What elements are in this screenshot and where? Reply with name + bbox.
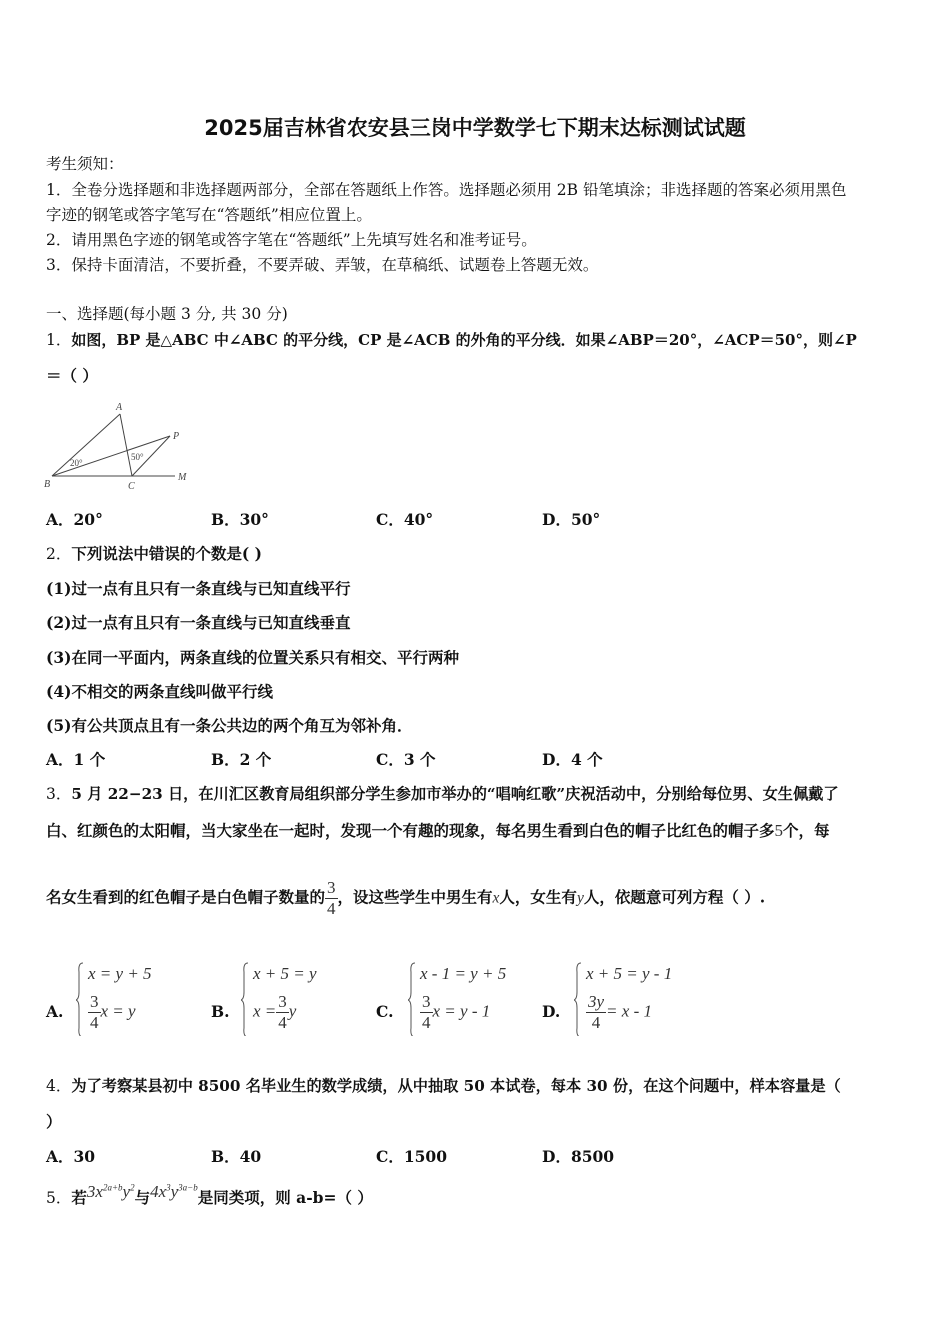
fraction [276, 992, 289, 1033]
exponent: 3 [166, 1182, 171, 1193]
question-text: 下列说法中错误的个数是( ) [71, 544, 262, 563]
equation-1: x + 5 = y - 1 [586, 964, 673, 983]
question-number: 3． [46, 785, 72, 803]
equation-2 [420, 992, 490, 1033]
equation-1: x = y + 5 [88, 964, 152, 983]
q3-option-a-label[interactable]: A. [46, 1002, 64, 1021]
numerator: 3 [278, 992, 287, 1011]
q3-option-b-label[interactable]: B. [211, 1002, 230, 1021]
text-segment: ，设这些学生中男生有 [337, 887, 493, 907]
question-3-line-3 [46, 878, 765, 919]
text-segment: 名女生看到的红色帽子是白色帽子数量的 [46, 887, 326, 907]
question-4-tail: ） [46, 1112, 62, 1131]
number-five: 5 [774, 821, 784, 840]
line-ac [120, 414, 132, 476]
label-c: C [128, 481, 135, 492]
question-5 [46, 1182, 373, 1208]
denominator: 4 [90, 1013, 99, 1032]
text-segment: 是同类项，则 a-b=（ ） [197, 1188, 373, 1207]
q2-option-b[interactable]: B．2 个 [211, 750, 272, 769]
equation-2 [88, 992, 136, 1033]
q3-option-c-label[interactable]: C. [376, 1002, 394, 1021]
brace-icon [241, 962, 249, 1036]
question-2 [46, 542, 262, 564]
fraction [88, 992, 101, 1033]
q4-option-a[interactable]: A．30 [46, 1147, 96, 1166]
question-1-tail: ＝（ ） [46, 366, 98, 385]
triangle-figure [40, 398, 200, 493]
angle-label-50: 50° [131, 452, 144, 462]
q1-option-c[interactable]: C．40° [376, 510, 434, 529]
label-a: A [116, 402, 123, 413]
fraction [586, 992, 606, 1033]
exponent: 2a+b [102, 1182, 123, 1193]
numerator: 3 [327, 878, 336, 897]
label-p: P [173, 431, 180, 442]
notice-item-3: 3．保持卡面清洁，不要折叠，不要弄破、弄皱，在草稿纸、试题卷上答题无效。 [46, 256, 599, 274]
question-number: 1． [46, 331, 72, 349]
question-text: 为了考察某县初中 8500 名毕业生的数学成绩，从中抽取 50 本试卷，每本 30 份，在这个问题中，样本容量是（ [71, 1077, 841, 1095]
angle-label-20: 20° [70, 458, 83, 468]
q3-option-c-system[interactable] [408, 962, 538, 1040]
denominator: 4 [591, 1013, 601, 1032]
term-base: 3x [86, 1182, 103, 1201]
section-heading: 一、选择题(每小题 3 分, 共 30 分) [46, 305, 288, 323]
q1-option-b[interactable]: B．30° [211, 510, 269, 529]
q1-option-d[interactable]: D．50° [542, 510, 601, 529]
text-segment: 人，女生有 [499, 887, 577, 907]
term-1 [87, 1182, 135, 1201]
statement-5: (5)有公共顶点且有一条公共边的两个角互为邻补角． [46, 716, 413, 735]
question-text: 5 月 22−23 日，在川汇区教育局组织部分学生参加市举办的“唱响红歌”庆祝活动中，分别给每位男、女生佩戴了 [71, 785, 839, 803]
term-2 [150, 1182, 198, 1201]
q4-option-b[interactable]: B．40 [211, 1147, 262, 1166]
statement-4: (4)不相交的两条直线叫做平行线 [46, 682, 273, 701]
q3-option-b-system[interactable] [241, 962, 361, 1040]
brace-icon [574, 962, 582, 1036]
exponent: 2 [130, 1182, 135, 1193]
label-b: B [44, 479, 51, 490]
q4-option-c[interactable]: C．1500 [376, 1147, 447, 1166]
equation-1: x + 5 = y [253, 964, 317, 983]
brace-icon [76, 962, 84, 1036]
variable-y: y [576, 889, 584, 907]
question-number: 2． [46, 545, 72, 563]
numerator: 3y [588, 992, 605, 1011]
equation-1: x - 1 = y + 5 [420, 964, 507, 983]
equation-rest: = x - 1 [606, 1001, 652, 1021]
fraction [420, 992, 433, 1033]
q1-option-a[interactable]: A．20° [46, 510, 103, 529]
fraction-three-quarters [325, 878, 338, 919]
denominator: 4 [422, 1013, 431, 1032]
statement-2: (2)过一点有且只有一条直线与已知直线垂直 [46, 613, 351, 632]
text-segment: 白、红颜色的太阳帽，当大家坐在一起时，发现一个有趣的现象，每名男生看到白色的帽子比红色的帽子多 [46, 821, 775, 840]
text-segment: 与 [134, 1188, 151, 1207]
equation-rest: x = y - 1 [432, 1001, 491, 1021]
q2-option-c[interactable]: C．3 个 [376, 750, 436, 769]
notice-heading: 考生须知： [46, 155, 124, 173]
q4-option-d[interactable]: D．8500 [542, 1147, 615, 1166]
notice-item-1b: 字迹的钢笔或答字笔写在“答题纸”相应位置上。 [46, 206, 372, 224]
notice-item-2: 2．请用黑色字迹的钢笔或答字笔在“答题纸”上先填写姓名和准考证号。 [46, 231, 537, 249]
page-title: 2025届吉林省农安县三岗中学数学七下期末达标测试试题 [204, 116, 746, 140]
notice-item-1a: 1．全卷分选择题和非选择题两部分，全部在答题纸上作答。选择题必须用 2B 铅笔填涂；非选择题的答案必须用黑色 [46, 181, 847, 199]
question-4 [46, 1074, 841, 1096]
equation-rest: y [288, 1001, 297, 1021]
question-1 [46, 328, 857, 350]
q3-option-a-system[interactable] [76, 962, 196, 1040]
question-text: 如图，BP 是△ABC 中∠ABC 的平分线，CP 是∠ACB 的外角的平分线．如果∠ABP＝20°，∠ACP＝50°，则∠P [71, 331, 857, 349]
term-y: y [122, 1182, 131, 1201]
variable-x: x [492, 889, 500, 907]
term-base: 4x [150, 1182, 167, 1201]
question-3 [46, 782, 839, 804]
line-ba [52, 414, 120, 476]
line-bp [52, 436, 170, 476]
question-3-line-2 [46, 819, 830, 841]
q3-option-d-label[interactable]: D. [542, 1002, 561, 1021]
text-segment: 个，每 [783, 821, 830, 840]
equation-rest: x = y [100, 1001, 136, 1021]
q2-option-a[interactable]: A．1 个 [46, 750, 106, 769]
denominator: 4 [278, 1013, 287, 1032]
numerator: 3 [90, 992, 99, 1011]
text-segment: 人，依题意可列方程（ ）. [583, 887, 766, 907]
question-number: 4． [46, 1077, 72, 1095]
exponent: 3a−b [178, 1182, 198, 1193]
numerator: 3 [422, 992, 431, 1011]
statement-3: (3)在同一平面内，两条直线的位置关系只有相交、平行两种 [46, 648, 459, 667]
equation-2 [586, 992, 652, 1033]
equation-2 [253, 992, 296, 1033]
brace-icon [408, 962, 416, 1036]
label-m: M [178, 472, 187, 483]
q2-option-d[interactable]: D．4 个 [542, 750, 603, 769]
denominator: 4 [327, 899, 336, 918]
statement-1: (1)过一点有且只有一条直线与已知直线平行 [46, 579, 351, 598]
term-y: y [170, 1182, 179, 1201]
equation-lhs: x = [253, 1001, 277, 1021]
question-number: 5． [46, 1189, 72, 1207]
q3-option-d-system[interactable] [574, 962, 704, 1040]
text-segment: 若 [71, 1188, 87, 1207]
